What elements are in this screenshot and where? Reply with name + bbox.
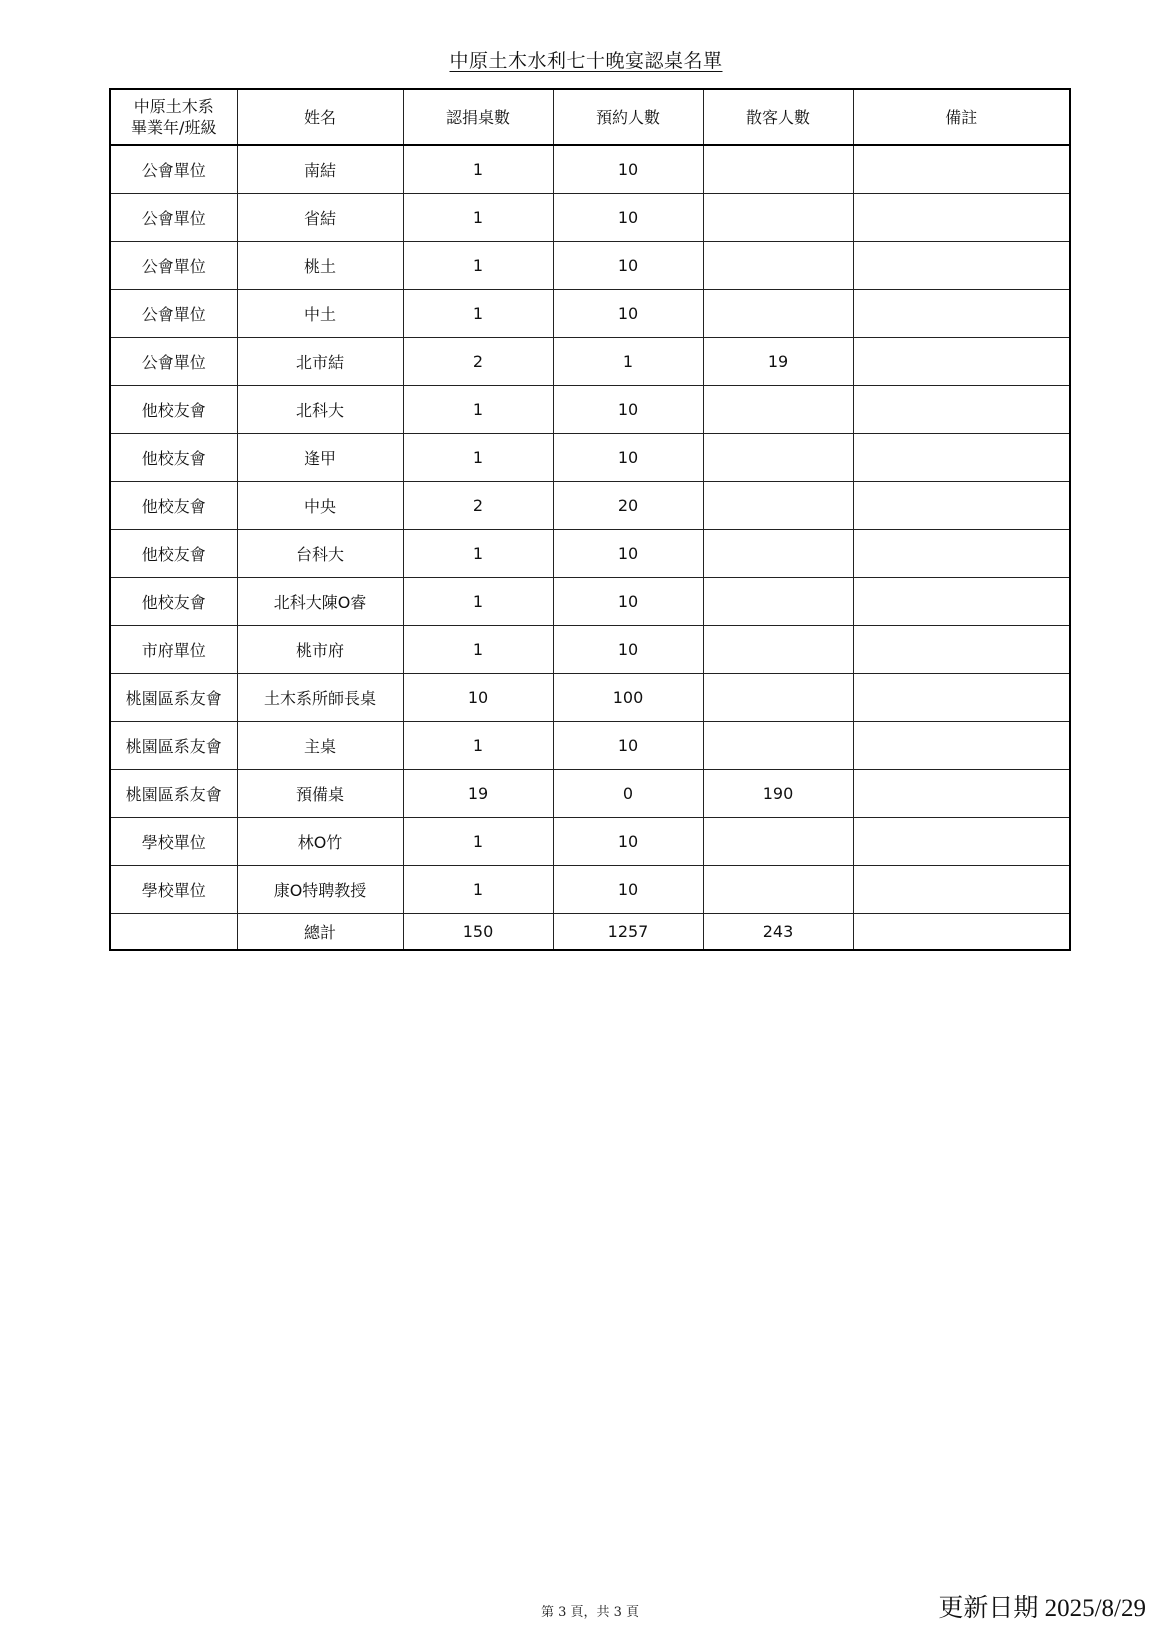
name-cell: 北科大 (237, 386, 403, 434)
unit-cell: 他校友會 (110, 578, 237, 626)
name-cell: 台科大 (237, 530, 403, 578)
name-cell: 中央 (237, 482, 403, 530)
update-date: 更新日期 2025/8/29 (938, 1595, 1146, 1622)
name-cell: 土木系所師長桌 (237, 674, 403, 722)
table-row (110, 145, 1070, 194)
name-cell: 主桌 (237, 722, 403, 770)
tables-cell: 2 (403, 482, 553, 530)
remarks-cell (853, 722, 1070, 770)
name-cell: 康O特聘教授 (237, 866, 403, 914)
reserved-cell: 10 (553, 626, 703, 674)
walkin-cell (703, 530, 853, 578)
tables-cell: 1 (403, 578, 553, 626)
header-unit-line1: 中原土木系 (133, 97, 214, 116)
reserved-cell: 20 (553, 482, 703, 530)
name-cell: 北科大陳O睿 (237, 578, 403, 626)
table-row (110, 386, 1070, 434)
document-title: 中原土木水利七十晚宴認桌名單 (449, 50, 723, 72)
header-unit (110, 89, 237, 145)
header-walkin: 散客人數 (703, 89, 853, 145)
reserved-cell: 10 (553, 818, 703, 866)
unit-cell: 他校友會 (110, 482, 237, 530)
unit-cell: 桃園區系友會 (110, 674, 237, 722)
walkin-cell (703, 482, 853, 530)
unit-cell: 桃園區系友會 (110, 722, 237, 770)
header-reserved: 預約人數 (553, 89, 703, 145)
walkin-cell (703, 578, 853, 626)
unit-cell: 公會單位 (110, 338, 237, 386)
unit-cell: 公會單位 (110, 194, 237, 242)
tables-cell: 1 (403, 530, 553, 578)
reserved-cell: 10 (553, 194, 703, 242)
header-row (110, 89, 1070, 145)
walkin-cell (703, 626, 853, 674)
unit-cell: 他校友會 (110, 386, 237, 434)
reserved-cell: 10 (553, 434, 703, 482)
table-row (110, 242, 1070, 290)
unit-cell: 學校單位 (110, 818, 237, 866)
total-row (110, 914, 1070, 951)
name-cell: 桃土 (237, 242, 403, 290)
tables-cell: 1 (403, 194, 553, 242)
tables-cell: 1 (403, 290, 553, 338)
total-reserved-cell: 1257 (553, 914, 703, 951)
walkin-cell (703, 722, 853, 770)
walkin-cell (703, 290, 853, 338)
reserved-cell: 1 (553, 338, 703, 386)
tables-cell: 1 (403, 818, 553, 866)
table-row (110, 578, 1070, 626)
name-cell: 預備桌 (237, 770, 403, 818)
walkin-cell (703, 386, 853, 434)
remarks-cell (853, 482, 1070, 530)
tables-cell: 1 (403, 242, 553, 290)
unit-cell: 桃園區系友會 (110, 770, 237, 818)
table-row (110, 194, 1070, 242)
total-remarks-cell (853, 914, 1070, 951)
name-cell: 桃市府 (237, 626, 403, 674)
seating-table (109, 88, 1071, 951)
unit-cell: 他校友會 (110, 434, 237, 482)
name-cell: 林O竹 (237, 818, 403, 866)
name-cell: 中土 (237, 290, 403, 338)
remarks-cell (853, 145, 1070, 194)
walkin-cell (703, 674, 853, 722)
remarks-cell (853, 674, 1070, 722)
table-row (110, 482, 1070, 530)
tables-cell: 19 (403, 770, 553, 818)
unit-cell: 公會單位 (110, 242, 237, 290)
reserved-cell: 10 (553, 530, 703, 578)
reserved-cell: 10 (553, 145, 703, 194)
tables-cell: 2 (403, 338, 553, 386)
header-tables: 認捐桌數 (403, 89, 553, 145)
walkin-cell: 190 (703, 770, 853, 818)
header-remarks: 備註 (853, 89, 1070, 145)
table-row (110, 530, 1070, 578)
name-cell: 逢甲 (237, 434, 403, 482)
tables-cell: 1 (403, 722, 553, 770)
reserved-cell: 10 (553, 386, 703, 434)
name-cell: 南結 (237, 145, 403, 194)
unit-cell: 公會單位 (110, 290, 237, 338)
table-row (110, 818, 1070, 866)
reserved-cell: 10 (553, 290, 703, 338)
remarks-cell (853, 242, 1070, 290)
total-label-cell: 總計 (237, 914, 403, 951)
unit-cell: 學校單位 (110, 866, 237, 914)
remarks-cell (853, 338, 1070, 386)
tables-cell: 1 (403, 145, 553, 194)
remarks-cell (853, 194, 1070, 242)
table-row (110, 866, 1070, 914)
unit-cell: 他校友會 (110, 530, 237, 578)
header-unit-line2: 畢業年/班級 (131, 118, 217, 137)
tables-cell: 10 (403, 674, 553, 722)
walkin-cell (703, 434, 853, 482)
unit-cell: 公會單位 (110, 145, 237, 194)
table-row (110, 338, 1070, 386)
reserved-cell: 10 (553, 578, 703, 626)
table-row (110, 770, 1070, 818)
reserved-cell: 100 (553, 674, 703, 722)
table-body (110, 145, 1070, 914)
table-row (110, 434, 1070, 482)
remarks-cell (853, 386, 1070, 434)
table-row (110, 290, 1070, 338)
name-cell: 北市結 (237, 338, 403, 386)
remarks-cell (853, 770, 1070, 818)
walkin-cell (703, 194, 853, 242)
table-row (110, 626, 1070, 674)
table-row (110, 674, 1070, 722)
walkin-cell (703, 818, 853, 866)
unit-cell: 市府單位 (110, 626, 237, 674)
remarks-cell (853, 866, 1070, 914)
remarks-cell (853, 530, 1070, 578)
reserved-cell: 10 (553, 866, 703, 914)
reserved-cell: 10 (553, 722, 703, 770)
walkin-cell (703, 866, 853, 914)
tables-cell: 1 (403, 866, 553, 914)
header-name: 姓名 (237, 89, 403, 145)
remarks-cell (853, 818, 1070, 866)
walkin-cell (703, 242, 853, 290)
remarks-cell (853, 626, 1070, 674)
tables-cell: 1 (403, 434, 553, 482)
total-tables-cell: 150 (403, 914, 553, 951)
walkin-cell (703, 145, 853, 194)
reserved-cell: 10 (553, 242, 703, 290)
remarks-cell (853, 290, 1070, 338)
total-walkin-cell: 243 (703, 914, 853, 951)
total-unit-cell (110, 914, 237, 951)
tables-cell: 1 (403, 626, 553, 674)
remarks-cell (853, 434, 1070, 482)
remarks-cell (853, 578, 1070, 626)
reserved-cell: 0 (553, 770, 703, 818)
tables-cell: 1 (403, 386, 553, 434)
name-cell: 省結 (237, 194, 403, 242)
page-number: 第 3 頁，共 3 頁 (540, 1605, 640, 1620)
table-row (110, 722, 1070, 770)
walkin-cell: 19 (703, 338, 853, 386)
